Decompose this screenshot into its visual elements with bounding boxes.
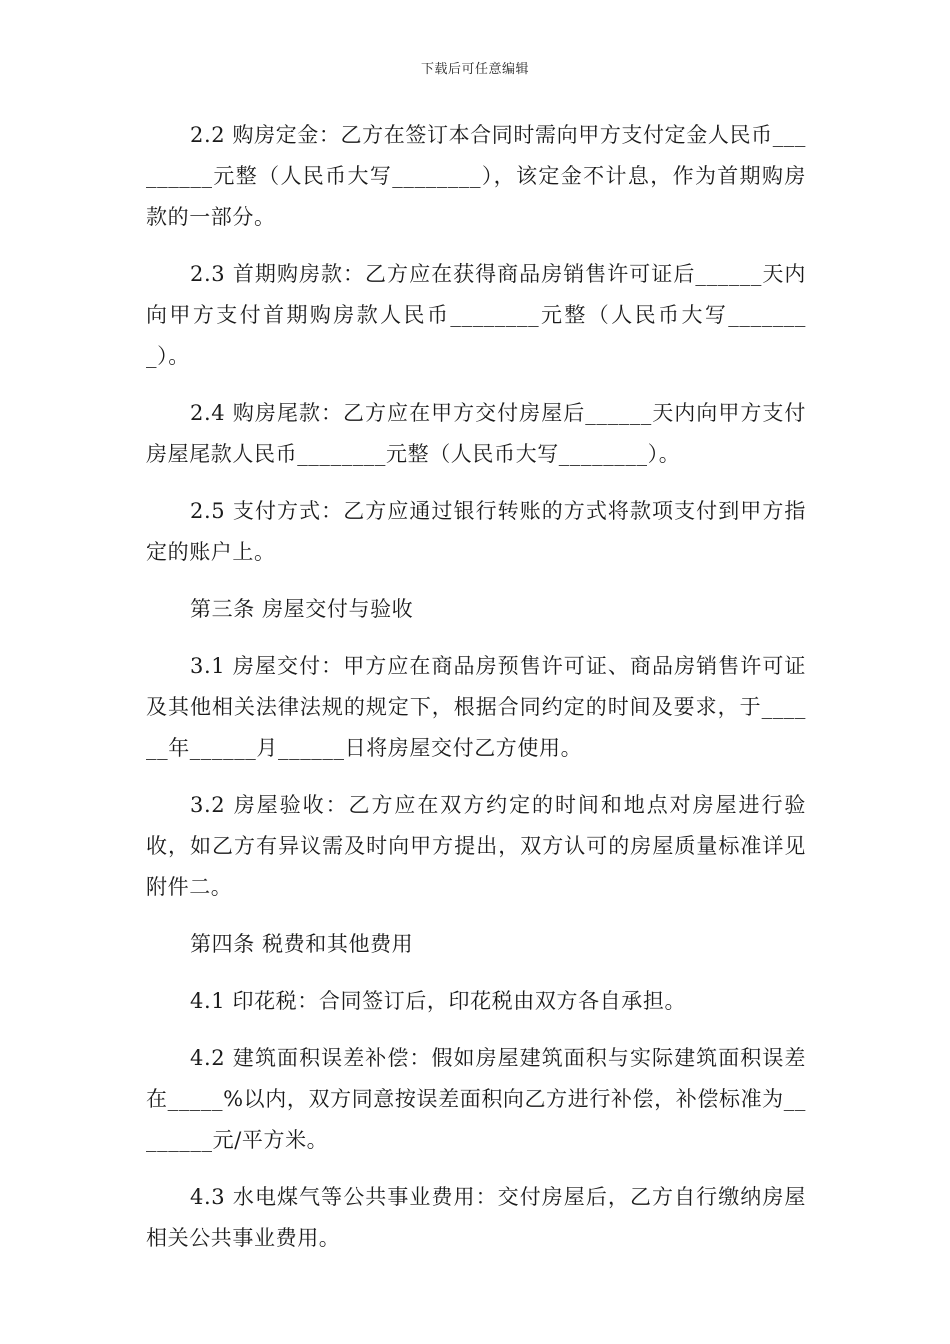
clause-3-1: 3.1 房屋交付：甲方应在商品房预售许可证、商品房销售许可证及其他相关法律法规的规定下，根据合同约定的时间及要求，于______年______月______日将房屋交付乙方使用。 [146, 654, 806, 760]
clause-4-2: 4.2 建筑面积误差补偿：假如房屋建筑面积与实际建筑面积误差在_____%以内，双方同意按误差面积向乙方进行补偿，补偿标准为________元/平方米。 [146, 1046, 806, 1152]
clause-2-5: 2.5 支付方式：乙方应通过银行转账的方式将款项支付到甲方指定的账户上。 [146, 499, 806, 564]
clause-4-1: 4.1 印花税：合同签订后，印花税由双方各自承担。 [190, 989, 687, 1013]
page-header: 下载后可任意编辑 [420, 62, 529, 77]
clause-2-2: 2.2 购房定金：乙方在签订本合同时需向甲方支付定金人民币_________元整（人民币大写________），该定金不计息，作为首期购房款的一部分。 [146, 123, 806, 229]
document-body [146, 115, 806, 1275]
clause-4-3: 4.3 水电煤气等公共事业费用：交付房屋后，乙方自行缴纳房屋相关公共事业费用。 [146, 1185, 806, 1250]
article-4-heading: 第四条 税费和其他费用 [190, 932, 414, 956]
clause-3-2: 3.2 房屋验收：乙方应在双方约定的时间和地点对房屋进行验收，如乙方有异议需及时向甲方提出，双方认可的房屋质量标准详见附件二。 [146, 793, 806, 899]
clause-2-3: 2.3 首期购房款：乙方应在获得商品房销售许可证后______天内向甲方支付首期购房款人民币________元整（人民币大写________）。 [146, 262, 806, 368]
clause-2-4: 2.4 购房尾款：乙方应在甲方交付房屋后______天内向甲方支付房屋尾款人民币________元整（人民币大写________）。 [146, 401, 806, 466]
article-3-heading: 第三条 房屋交付与验收 [190, 597, 414, 621]
